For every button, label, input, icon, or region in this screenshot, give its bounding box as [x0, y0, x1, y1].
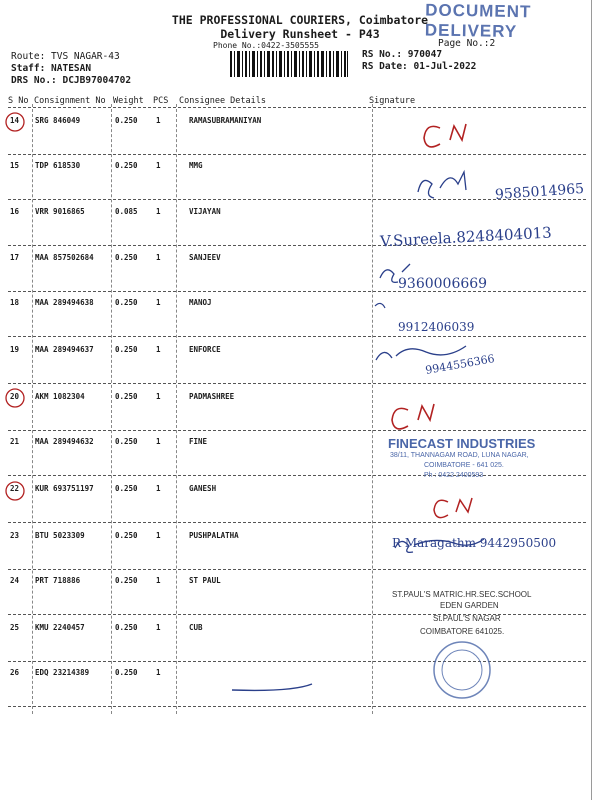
row-consignee: ENFORCE: [189, 345, 221, 354]
col-header-weight: Weight: [113, 96, 144, 106]
row-weight: 0.250: [115, 161, 138, 170]
school-stamp-line4: COIMBATORE 641025.: [420, 627, 505, 636]
row-pcs: 1: [156, 345, 161, 354]
drs-number: DRS No.: DCJB97004702: [11, 75, 132, 86]
signature-phone-15: 9585014965: [494, 180, 585, 204]
row-consignment-no: AKM 1082304: [35, 392, 85, 401]
row-consignee: MANOJ: [189, 298, 212, 307]
fine-stamp-name: FINECAST INDUSTRIES: [388, 436, 536, 451]
col-header-consignment: Consignment No: [34, 96, 106, 106]
row-consignment-no: MAA 289494638: [35, 298, 94, 307]
row-consignee: PADMASHREE: [189, 392, 235, 401]
row-consignment-no: PRT 718886: [35, 576, 81, 585]
row-pcs: 1: [156, 437, 161, 446]
row-consignment-no: MAA 289494632: [35, 437, 94, 446]
col-header-sno: S No: [8, 96, 29, 106]
row-sno: 15: [10, 161, 20, 170]
rs-date: RS Date: 01-Jul-2022: [362, 61, 477, 72]
row-sno: 25: [10, 623, 20, 632]
page-number: Page No.:2: [438, 38, 496, 49]
row-pcs: 1: [156, 161, 161, 170]
row-weight: 0.085: [115, 207, 138, 216]
row-consignment-no: EDQ 23214389: [35, 668, 90, 677]
route: Route: TVS NAGAR-43: [11, 51, 120, 62]
signature-phone-18: 9912406039: [398, 320, 475, 334]
row-consignee: GANESH: [189, 484, 217, 493]
row-consignment-no: SRG 846049: [35, 116, 81, 125]
row-consignment-no: KMU 2240457: [35, 623, 85, 632]
row-pcs: 1: [156, 668, 161, 677]
signature-phone-16: V.Sureela.8248404013: [379, 223, 553, 251]
row-consignee: CUB: [189, 623, 203, 632]
row-sno: 23: [10, 531, 20, 540]
row-consignment-no: MAA 289494637: [35, 345, 94, 354]
row-consignee: VIJAYAN: [189, 207, 221, 216]
row-consignee: ST PAUL: [189, 576, 221, 585]
runsheet-title: Delivery Runsheet - P43: [220, 27, 380, 41]
row-weight: 0.250: [115, 253, 138, 262]
fine-stamp-phone: Ph : 0422 2400593: [424, 472, 484, 479]
signature-phone-17: 9360006669: [398, 276, 488, 292]
school-stamp-line3: St.PAUL'S NAGAR: [433, 614, 501, 623]
row-consignment-no: MAA 857502684: [35, 253, 94, 262]
school-stamp-name: ST.PAUL'S MATRIC.HR.SEC.SCHOOL: [392, 590, 532, 599]
row-consignment-no: TDP 618530: [35, 161, 81, 170]
row-weight: 0.250: [115, 345, 138, 354]
row-pcs: 1: [156, 298, 161, 307]
row-consignment-no: VRR 9016865: [35, 207, 85, 216]
row-pcs: 1: [156, 207, 161, 216]
col-header-consignee: Consignee Details: [179, 96, 266, 106]
fine-stamp-address: 38/11, THANNAGAM ROAD, LUNA NAGAR,: [390, 452, 529, 459]
row-sno: 24: [10, 576, 20, 585]
row-consignment-no: KUR 693751197: [35, 484, 94, 493]
staff: Staff: NATESAN: [11, 63, 92, 74]
row-pcs: 1: [156, 623, 161, 632]
rs-number: RS No.: 970047: [362, 49, 443, 60]
school-stamp-line2: EDEN GARDEN: [440, 601, 499, 610]
row-pcs: 1: [156, 576, 161, 585]
row-pcs: 1: [156, 531, 161, 540]
row-weight: 0.250: [115, 668, 138, 677]
row-sno: 14: [10, 116, 20, 125]
row-weight: 0.250: [115, 392, 138, 401]
row-weight: 0.250: [115, 576, 138, 585]
row-weight: 0.250: [115, 623, 138, 632]
col-header-signature: Signature: [369, 96, 416, 106]
row-consignment-no: BTU 5023309: [35, 531, 85, 540]
row-consignee: FINE: [189, 437, 208, 446]
row-sno: 20: [10, 392, 20, 401]
row-sno: 26: [10, 668, 20, 677]
company-title: THE PROFESSIONAL COURIERS, Coimbatore: [171, 13, 429, 27]
fine-stamp-city: COIMBATORE - 641 025.: [424, 462, 504, 469]
row-pcs: 1: [156, 392, 161, 401]
row-sno: 17: [10, 253, 20, 262]
row-pcs: 1: [156, 116, 161, 125]
row-weight: 0.250: [115, 437, 138, 446]
row-weight: 0.250: [115, 531, 138, 540]
row-weight: 0.250: [115, 298, 138, 307]
row-consignee: RAMASUBRAMANIYAN: [189, 116, 262, 125]
row-sno: 18: [10, 298, 20, 307]
document-delivery-stamp: DOCUMENT DELIVERY: [424, 0, 532, 42]
row-consignee: PUSHPALATHA: [189, 531, 239, 540]
row-sno: 16: [10, 207, 20, 216]
signature-23: R Maragathm 9442950500: [392, 536, 557, 550]
row-sno: 21: [10, 437, 20, 446]
row-pcs: 1: [156, 253, 161, 262]
row-sno: 19: [10, 345, 20, 354]
row-weight: 0.250: [115, 116, 138, 125]
row-consignee: MMG: [189, 161, 203, 170]
signature-phone-19: 9944556366: [424, 352, 496, 377]
row-pcs: 1: [156, 484, 161, 493]
col-header-pcs: PCS: [153, 96, 169, 106]
row-sno: 22: [10, 484, 20, 493]
row-weight: 0.250: [115, 484, 138, 493]
phone-number: Phone No.:0422-3505555: [213, 41, 319, 50]
row-consignee: SANJEEV: [189, 253, 221, 262]
